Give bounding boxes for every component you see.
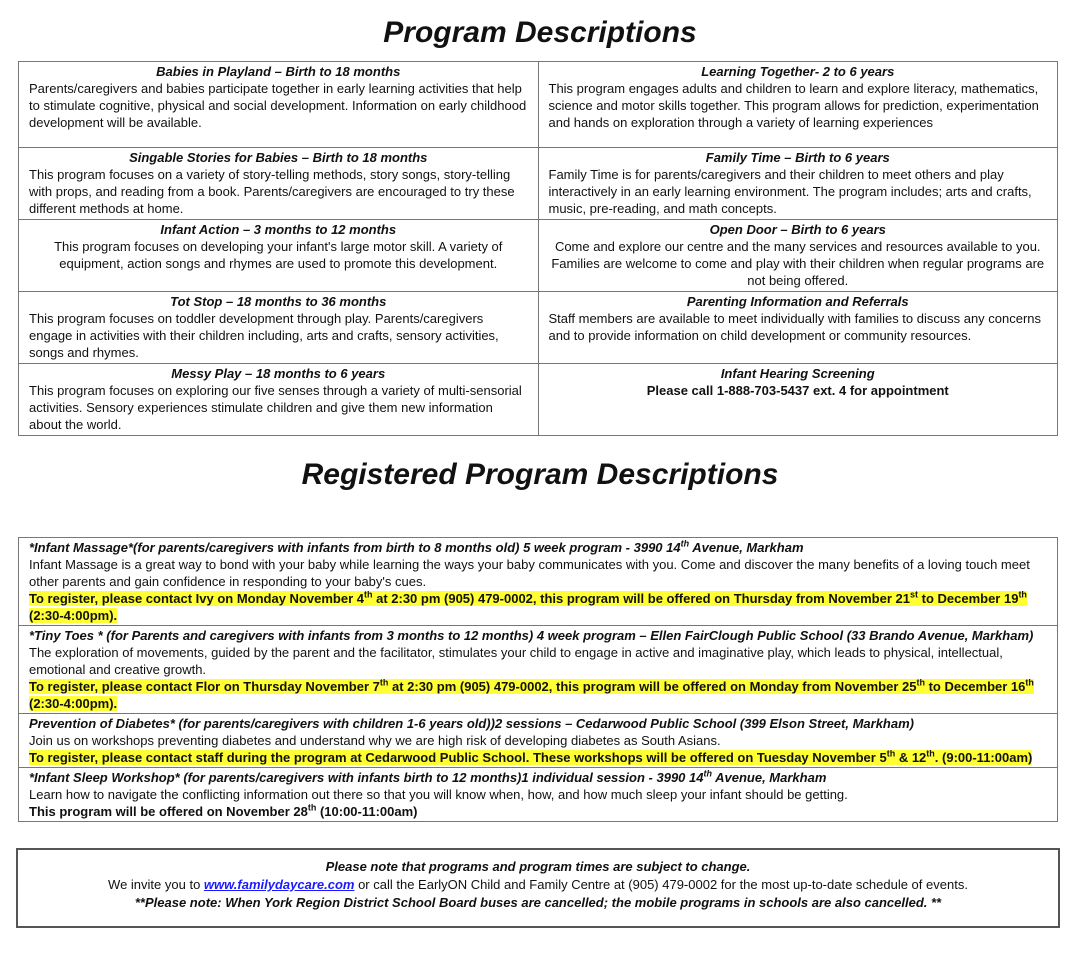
program-description: Parents/caregivers and babies participate together in early learning activities that help to stimulate cognitive, physical and social development. Information on early childhood development will be available. [29, 81, 527, 130]
program-description: This program focuses on exploring our five senses through a variety of multi-sensorial activities. Sensory experiences stimulate children and give them new information about the world. [29, 383, 522, 432]
program-description: Come and explore our centre and the many services and resources available to you. Families are welcome to come and play with their children when regular programs are not being offered. [551, 239, 1045, 288]
page-title: Program Descriptions [383, 16, 697, 49]
program-description: This program focuses on toddler development through play. Parents/caregivers engage in activities with their children including, arts and crafts, sensory activities, songs and rhymes. [29, 311, 499, 360]
table-row [19, 364, 1058, 436]
registration-info: To register, please contact staff during the program at Cedarwood Public School. These workshops will be offered on Tuesday November 5th & 12th. (9:00-11:00am) [29, 748, 1033, 765]
registration-info: To register, please contact Flor on Thursday November 7th at 2:30 pm (905) 479-0002, this program will be offered on Monday from November 25th to December 16th (2:30-4:00pm). [29, 677, 1034, 711]
program-body: Join us on workshops preventing diabetes and understand why we are high risk of developing diabetes as South Asians. [29, 733, 721, 748]
program-title: Singable Stories for Babies – Birth to 18 months [129, 150, 428, 165]
program-description: This program focuses on a variety of story-telling methods, story songs, story-telling with props, and reading from a book. Parents/caregivers are encouraged to try these different methods at home. [29, 167, 515, 216]
table-row [19, 62, 1058, 148]
program-body: The exploration of movements, guided by the parent and the facilitator, stimulates your child to engage in active and imaginative play, which leads to physical, intellectual, emotional and creative growth. [29, 645, 1003, 677]
program-header: *Infant Massage*(for parents/caregivers with infants from birth to 8 months old) 5 week program - 3990 14th Avenue, Markham [29, 538, 804, 555]
program-description: This program engages adults and children to learn and explore literacy, mathematics, science and motor skills together. This program allows for prediction, experimentation and hands on exploration through a variety of learning experiences [548, 81, 1039, 130]
table-row [19, 220, 1058, 292]
program-cell [538, 148, 1058, 220]
program-cell [538, 62, 1058, 148]
registration-info: This program will be offered on November 28th (10:00-11:00am) [29, 802, 418, 819]
registered-program-diabetes [19, 714, 1057, 768]
program-body: Infant Massage is a great way to bond with your baby while learning the ways your baby communicates with you. Come and discover the many benefits of a loving touch meet other parents and gain confidence in responding to your baby's cues. [29, 557, 1030, 589]
contact-line: We invite you to www.familydaycare.com or call the EarlyON Child and Family Centre at (905) 479-0002 for the most up-to-date schedule of events. [108, 877, 968, 892]
program-cell [19, 62, 539, 148]
program-title: Messy Play – 18 months to 6 years [171, 366, 386, 381]
table-row [19, 148, 1058, 220]
program-title: Babies in Playland – Birth to 18 months [156, 64, 401, 79]
program-cell [538, 292, 1058, 364]
program-description: Family Time is for parents/caregivers and their children to meet others and play interactively in an early learning environment. The program includes; arts and crafts, music, pre-reading, and math concepts. [548, 167, 1032, 216]
change-notice: Please note that programs and program times are subject to change. [325, 859, 751, 874]
section-title: Registered Program Descriptions [301, 458, 779, 491]
program-title: Parenting Information and Referrals [686, 294, 909, 309]
program-cell [19, 220, 539, 292]
program-title: Infant Hearing Screening [720, 366, 875, 381]
program-description: This program focuses on developing your infant's large motor skill. A variety of equipment, action songs and rhymes are used to promote this development. [54, 239, 503, 271]
program-cell [19, 148, 539, 220]
registered-program-tiny-toes [19, 626, 1057, 714]
program-body: Learn how to navigate the conflicting information out there so that you will know when, how, and how much sleep your infant should be getting. [29, 787, 848, 802]
program-description: Staff members are available to meet individually with families to discuss any concerns and to provide information on child development or community resources. [548, 311, 1042, 343]
registration-info: To register, please contact Ivy on Monday November 4th at 2:30 pm (905) 479-0002, this program will be offered on Thursday from November 21st to December 19th (2:30-4:00pm). [29, 589, 1027, 623]
notice-box [16, 848, 1060, 928]
registered-programs [18, 537, 1058, 822]
program-header: Prevention of Diabetes* (for parents/caregivers with children 1-6 years old))2 sessions – Cedarwood Public School (399 Elson Street, Markham) [29, 716, 914, 731]
program-title: Learning Together- 2 to 6 years [701, 64, 895, 79]
program-table [18, 61, 1058, 436]
program-title: Open Door – Birth to 6 years [709, 222, 886, 237]
program-cell [19, 292, 539, 364]
table-row [19, 292, 1058, 364]
program-header: *Infant Sleep Workshop* (for parents/caregivers with infants birth to 12 months)1 individual session - 3990 14th Avenue, Markham [29, 768, 827, 785]
program-cell [19, 364, 539, 436]
program-cell [538, 220, 1058, 292]
registered-program-infant-massage [19, 538, 1057, 626]
cancellation-notice: **Please note: When York Region District School Board buses are cancelled; the mobile programs in schools are also cancelled. ** [134, 895, 942, 910]
program-title: Infant Action – 3 months to 12 months [160, 222, 397, 237]
program-cell [538, 364, 1058, 436]
program-title: Tot Stop – 18 months to 36 months [170, 294, 387, 309]
program-title: Family Time – Birth to 6 years [705, 150, 890, 165]
website-link[interactable]: www.familydaycare.com [203, 877, 355, 892]
registered-program-infant-sleep [19, 768, 1057, 821]
program-description: Please call 1-888-703-5437 ext. 4 for appointment [646, 383, 949, 398]
program-header: *Tiny Toes * (for Parents and caregivers with infants from 3 months to 12 months) 4 week program – Ellen FairClough Public School (33 Brando Avenue, Markham) [29, 628, 1034, 643]
